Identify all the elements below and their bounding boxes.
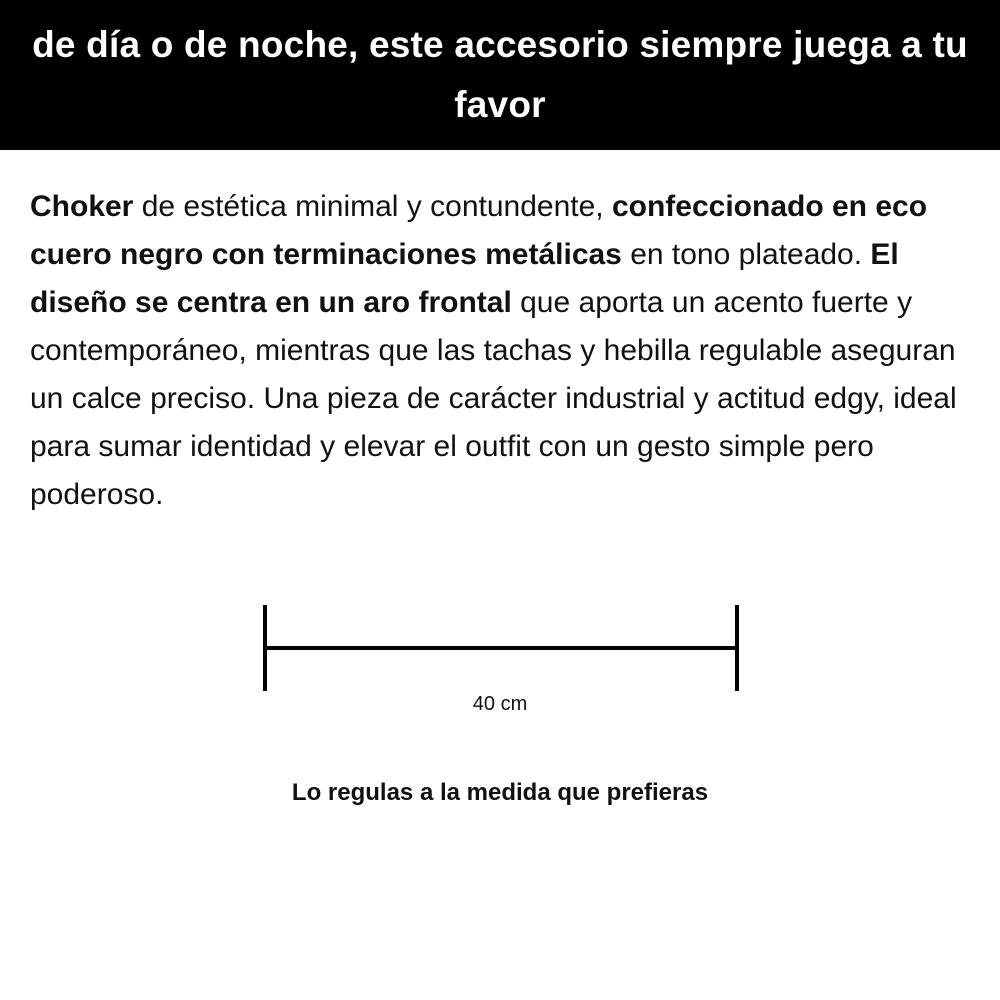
- measurement-diagram: [263, 605, 739, 693]
- header-banner: [0, 0, 1000, 150]
- description-text-2: en tono plateado.: [621, 238, 871, 271]
- header-title: de día o de noche, este accesorio siempre juega a tu favor: [32, 24, 968, 125]
- adjustable-note: Lo regulas a la medida que prefieras: [291, 779, 709, 806]
- description-bold-material: confeccionado en eco cuero negro con terminaciones metálicas: [30, 190, 928, 271]
- measurement-line: [263, 646, 739, 650]
- description-text-1: de estética minimal y contundente,: [133, 190, 612, 223]
- description-bold-design: El diseño se centra en un aro frontal: [30, 238, 899, 319]
- description-bold-choker: Choker: [30, 190, 134, 223]
- product-description: [30, 183, 975, 519]
- description-text-3: que aporta un acento fuerte y contemporáneo, mientras que las tachas y hebilla regulable aseguran un calce preciso. Una pieza de carácter industrial y actitud edgy, ideal para sumar identidad y elevar el outfit con un gesto simple pero poderoso.: [30, 286, 957, 511]
- measurement-label: 40 cm: [472, 693, 528, 715]
- measurement-right-tick: [735, 605, 739, 691]
